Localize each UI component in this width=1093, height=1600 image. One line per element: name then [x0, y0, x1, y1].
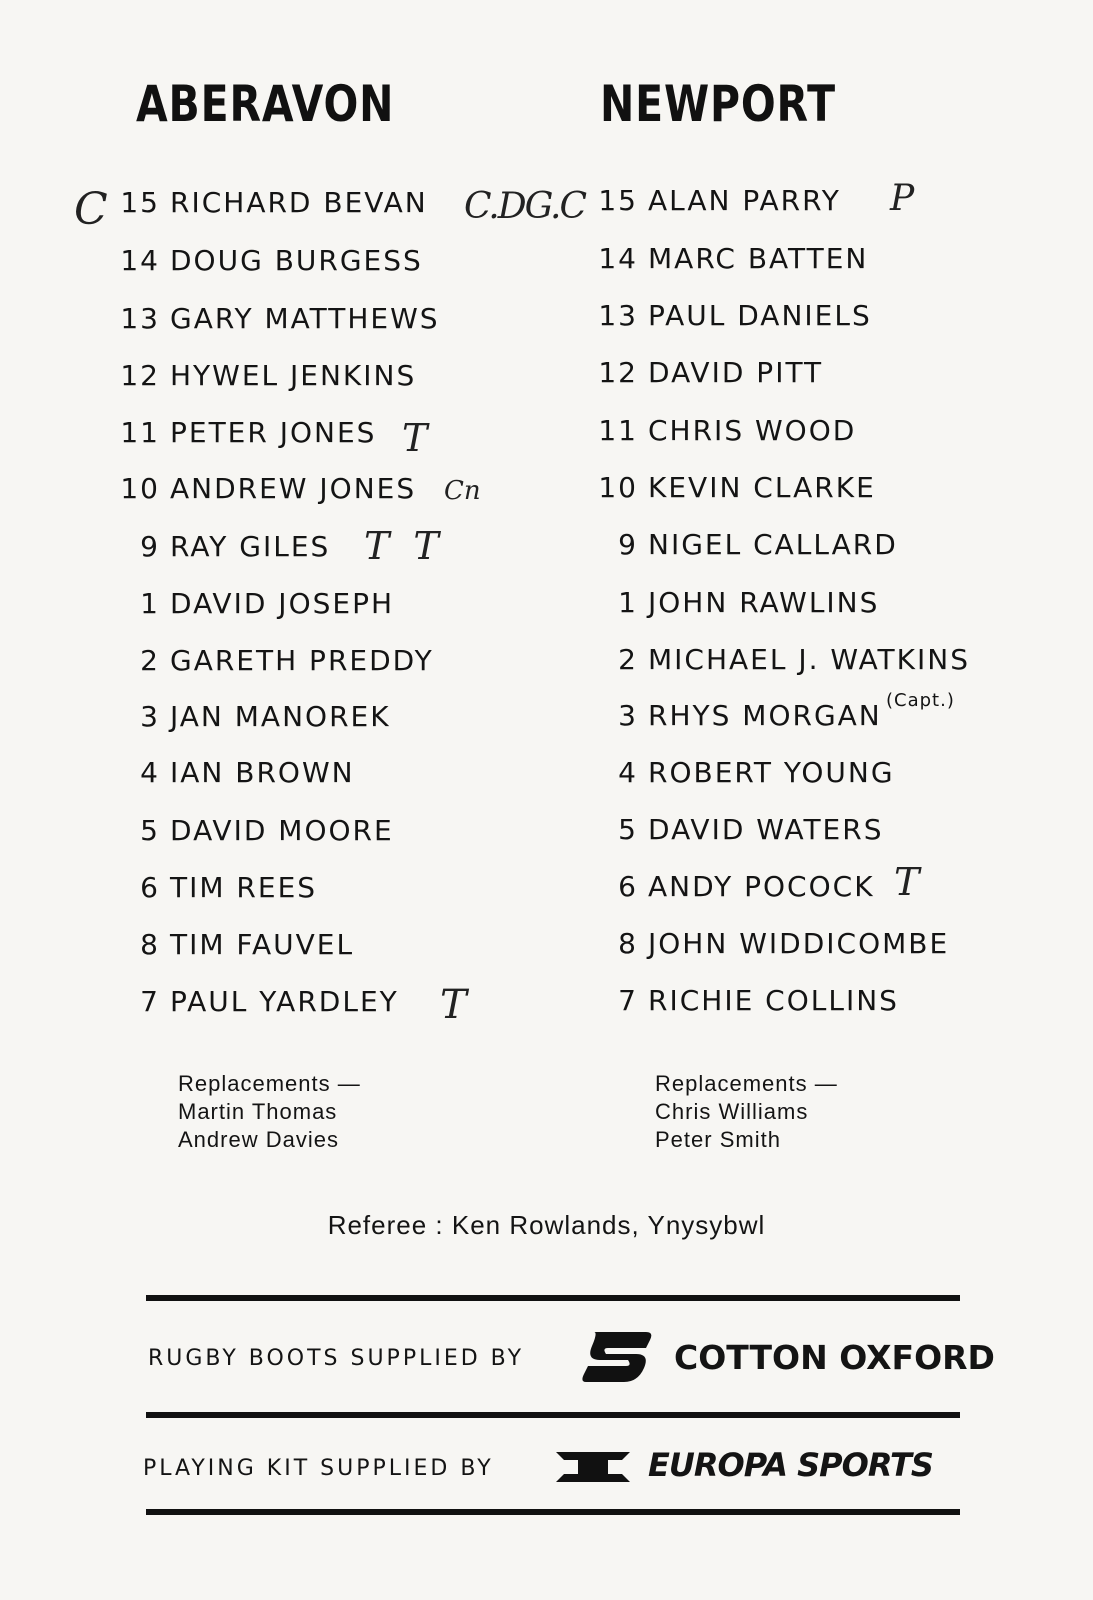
player-name: DAVID WATERS	[648, 813, 884, 846]
away-player-1	[594, 586, 879, 626]
referee-line: Referee : Ken Rowlands, Ynysybwl	[327, 1210, 766, 1240]
away-player-13	[594, 299, 872, 339]
divider-rule	[146, 1509, 960, 1515]
player-number: 15	[598, 184, 638, 217]
player-name: MICHAEL J. WATKINS	[648, 643, 971, 676]
handwritten-try-yardley: T	[440, 982, 467, 1028]
player-number: 12	[598, 356, 638, 389]
divider-rule	[146, 1412, 960, 1418]
player-number: 8	[618, 927, 638, 960]
away-player-10	[594, 471, 876, 511]
away-team-title: NEWPORT	[600, 75, 836, 133]
handwritten-c-mark: C	[74, 184, 108, 235]
replacements-label: Replacements —	[655, 1071, 838, 1096]
away-player-3	[594, 699, 882, 739]
player-name: RAY GILES	[170, 530, 331, 563]
replacement-player: Peter Smith	[655, 1127, 781, 1152]
player-name: PAUL DANIELS	[648, 299, 872, 332]
player-name: ANDY POCOCK	[648, 870, 875, 903]
home-player-8	[116, 928, 354, 968]
player-number: 7	[618, 984, 638, 1017]
player-number: 1	[618, 586, 638, 619]
captain-note: (Capt.)	[886, 690, 955, 711]
home-player-14	[116, 244, 423, 284]
europa-sports-brand: EUROPA SPORTS	[648, 1446, 933, 1484]
home-player-7	[116, 985, 399, 1025]
player-name: PETER JONES	[170, 416, 377, 449]
away-player-2	[594, 643, 970, 683]
replacement-player: Andrew Davies	[178, 1127, 339, 1152]
player-number: 10	[598, 471, 638, 504]
away-player-15	[594, 184, 841, 224]
player-name: DOUG BURGESS	[170, 244, 423, 277]
player-number: 2	[140, 644, 160, 677]
player-name: ALAN PARRY	[648, 184, 841, 217]
player-name: KEVIN CLARKE	[648, 471, 876, 504]
home-player-5	[116, 814, 394, 854]
player-name: MARC BATTEN	[648, 242, 869, 275]
cotton-oxford-logo-icon	[580, 1328, 656, 1386]
player-number: 8	[140, 928, 160, 961]
player-name: IAN BROWN	[170, 756, 355, 789]
player-number: 2	[618, 643, 638, 676]
home-player-10	[116, 472, 416, 512]
player-name: GARETH PREDDY	[170, 644, 434, 677]
replacement-player: Martin Thomas	[178, 1099, 338, 1124]
player-number: 6	[618, 870, 638, 903]
home-player-1	[116, 587, 394, 627]
player-name: ROBERT YOUNG	[648, 756, 895, 789]
player-number: 11	[598, 414, 638, 447]
player-number: 12	[120, 359, 160, 392]
player-name: RICHIE COLLINS	[648, 984, 899, 1017]
away-player-14	[594, 242, 868, 282]
player-number: 4	[140, 756, 160, 789]
home-player-4	[116, 756, 355, 796]
away-player-8	[594, 927, 949, 967]
player-number: 9	[140, 530, 160, 563]
player-number: 6	[140, 871, 160, 904]
player-number: 1	[140, 587, 160, 620]
home-replacements	[178, 1070, 361, 1154]
away-player-12	[594, 356, 823, 396]
player-name: RICHARD BEVAN	[170, 186, 428, 219]
player-name: TIM FAUVEL	[170, 928, 355, 961]
player-number: 3	[618, 699, 638, 732]
cotton-oxford-brand: COTTON OXFORD	[674, 1338, 995, 1377]
player-name: JAN MANOREK	[170, 700, 391, 733]
player-name: RHYS MORGAN	[648, 699, 882, 732]
handwritten-giles-tries: T T	[364, 524, 445, 568]
home-player-12	[116, 359, 416, 399]
player-name: JOHN RAWLINS	[648, 586, 880, 619]
europa-sports-logo-icon	[556, 1450, 630, 1484]
divider-rule	[146, 1295, 960, 1301]
handwritten-bevan-note: C.DG.C	[464, 186, 586, 227]
player-number: 14	[598, 242, 638, 275]
player-number: 13	[598, 299, 638, 332]
away-player-11	[594, 414, 856, 454]
player-number: 3	[140, 700, 160, 733]
away-player-7	[594, 984, 899, 1024]
player-name: ANDREW JONES	[170, 472, 417, 505]
player-number: 11	[120, 416, 160, 449]
home-player-15	[116, 186, 428, 226]
home-player-6	[116, 871, 317, 911]
handwritten-try-pocock: T	[894, 860, 920, 904]
home-player-11	[116, 416, 376, 456]
player-number: 4	[618, 756, 638, 789]
home-player-9	[116, 530, 330, 570]
player-number: 10	[120, 472, 160, 505]
handwritten-parry-note: P	[890, 178, 915, 219]
boots-supplier-label: RUGBY BOOTS SUPPLIED BY	[148, 1346, 525, 1371]
player-number: 9	[618, 528, 638, 561]
player-number: 5	[618, 813, 638, 846]
handwritten-try-peter-jones: T	[402, 416, 428, 460]
away-player-5	[594, 813, 883, 853]
player-name: DAVID JOSEPH	[170, 587, 395, 620]
player-number: 5	[140, 814, 160, 847]
player-name: PAUL YARDLEY	[170, 985, 399, 1018]
player-name: DAVID PITT	[648, 356, 824, 389]
away-replacements	[655, 1070, 838, 1154]
kit-supplier-label: PLAYING KIT SUPPLIED BY	[143, 1456, 494, 1481]
player-name: HYWEL JENKINS	[170, 359, 417, 392]
player-number: 7	[140, 985, 160, 1018]
replacement-player: Chris Williams	[655, 1099, 809, 1124]
away-player-6	[594, 870, 875, 910]
player-name: TIM REES	[170, 871, 318, 904]
player-number: 13	[120, 302, 160, 335]
player-number: 14	[120, 244, 160, 277]
home-player-13	[116, 302, 440, 342]
away-player-9	[594, 528, 898, 568]
player-name: DAVID MOORE	[170, 814, 394, 847]
player-number: 15	[120, 186, 160, 219]
handwritten-andrew-jones-note: Cn	[444, 476, 481, 506]
player-name: NIGEL CALLARD	[648, 528, 898, 561]
player-name: GARY MATTHEWS	[170, 302, 440, 335]
player-name: JOHN WIDDICOMBE	[648, 927, 950, 960]
replacements-label: Replacements —	[178, 1071, 361, 1096]
away-player-4	[594, 756, 895, 796]
home-team-title: ABERAVON	[136, 75, 395, 133]
home-player-2	[116, 644, 434, 684]
home-player-3	[116, 700, 391, 740]
player-name: CHRIS WOOD	[648, 414, 857, 447]
